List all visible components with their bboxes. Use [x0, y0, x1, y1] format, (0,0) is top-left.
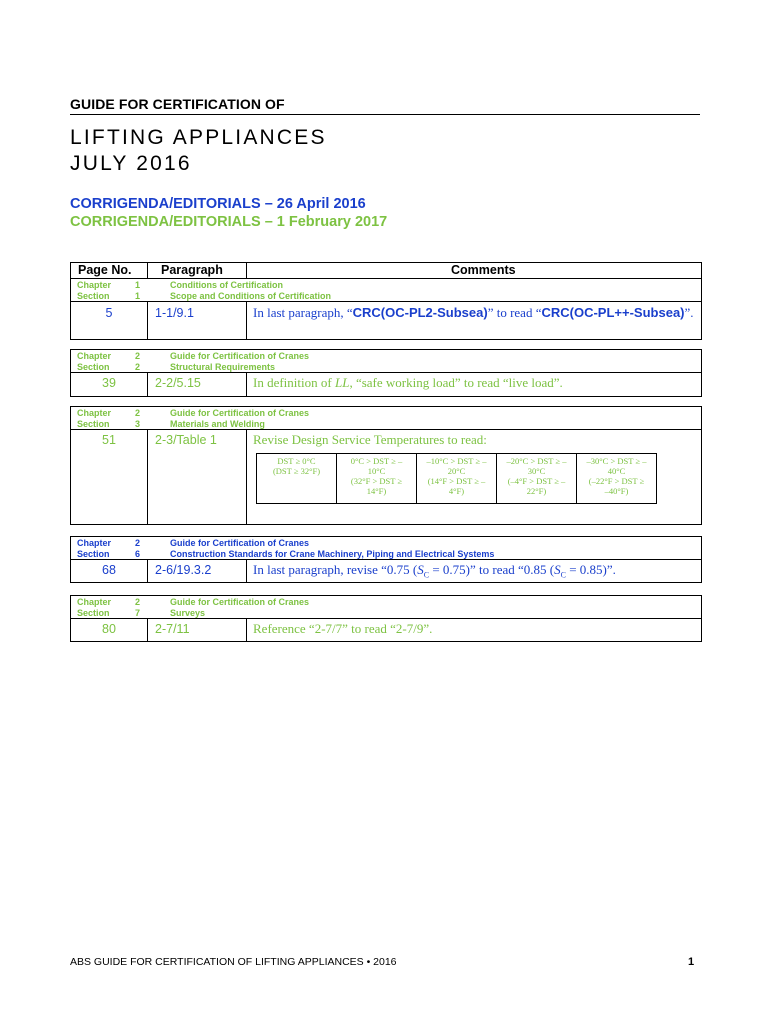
footer-title: ABS GUIDE FOR CERTIFICATION OF LIFTING APPLIANCES • 2016	[70, 956, 397, 968]
chapter-section-block: Chapter 2 Guide for Certification of Cranes Section 6 Construction Standards for Crane Machinery, Piping and Electrical Systems	[71, 537, 701, 560]
paragraph-cell: 2-2/5.15	[155, 376, 201, 390]
page-number-cell: 51	[102, 433, 116, 447]
paragraph-cell: 2-6/19.3.2	[155, 563, 212, 577]
table-row	[71, 373, 701, 396]
corrigenda-table-1	[70, 262, 702, 340]
table-header-row	[71, 263, 701, 279]
corrigenda-table-2	[70, 349, 702, 397]
temperature-cell: –20°C > DST ≥ – 30°C (–4°F > DST ≥ – 22°F)	[497, 454, 577, 504]
comment-cell: In definition of LL, “safe working load” to read “live load”.	[253, 375, 563, 390]
table-row	[71, 302, 701, 340]
comment-cell: In last paragraph, revise “0.75 $(S_C = 0.75)$” to read “0.85 $(S_C = 0.85)$”.	[253, 562, 616, 580]
corrigenda-table-5	[70, 595, 702, 642]
temperature-table	[256, 453, 657, 504]
guide-label: GUIDE FOR CERTIFICATION OF	[70, 96, 285, 112]
chapter-section-block: Chapter 2 Guide for Certification of Cranes Section 3 Materials and Welding	[71, 407, 701, 430]
column-header-page-no: Page No.	[78, 263, 132, 277]
chapter-section-block: Chapter 2 Guide for Certification of Cranes Section 2 Structural Requirements	[71, 350, 701, 373]
column-header-comments: Comments	[451, 263, 516, 277]
footer-page-number: 1	[688, 956, 695, 968]
temperature-cell: –30°C > DST ≥ – 40°C (–22°F > DST ≥ –40°F)	[577, 454, 657, 504]
temperature-cell: DST ≥ 0°C (DST ≥ 32°F)	[257, 454, 337, 504]
temperature-cell: –10°C > DST ≥ – 20°C (14°F > DST ≥ – 4°F)	[417, 454, 497, 504]
header-rule	[70, 114, 700, 115]
table-row	[71, 560, 701, 582]
document-title: LIFTING APPLIANCES	[70, 126, 327, 149]
page-number-cell: 39	[102, 376, 116, 390]
page-number-cell: 68	[102, 563, 116, 577]
temperature-cell: 0°C > DST ≥ – 10°C (32°F > DST ≥ 14°F)	[337, 454, 417, 504]
document-date: JULY 2016	[70, 152, 192, 175]
paragraph-cell: 1-1/9.1	[155, 306, 194, 320]
corrigenda-table-4	[70, 536, 702, 583]
paragraph-cell: 2-7/11	[155, 622, 190, 636]
page-number-cell: 5	[105, 306, 113, 320]
corrigenda-heading-1: CORRIGENDA/EDITORIALS – 26 April 2016	[70, 196, 366, 212]
comment-cell: Reference “2-7/7” to read “2-7/9”.	[253, 621, 433, 636]
table-row	[71, 619, 701, 641]
corrigenda-heading-2: CORRIGENDA/EDITORIALS – 1 February 2017	[70, 214, 388, 230]
comment-cell: In last paragraph, “CRC(OC-PL2-Subsea)” to read “CRC(OC-PL++-Subsea)”.	[253, 305, 694, 320]
paragraph-cell: 2-3/Table 1	[155, 433, 217, 447]
page-number-cell: 80	[102, 622, 116, 636]
chapter-section-block: Chapter 1 Conditions of Certification Section 1 Scope and Conditions of Certification	[71, 279, 701, 302]
chapter-section-block: Chapter 2 Guide for Certification of Cranes Section 7 Surveys	[71, 596, 701, 619]
column-header-paragraph: Paragraph	[161, 263, 223, 277]
comment-cell: Revise Design Service Temperatures to read:	[253, 432, 487, 447]
